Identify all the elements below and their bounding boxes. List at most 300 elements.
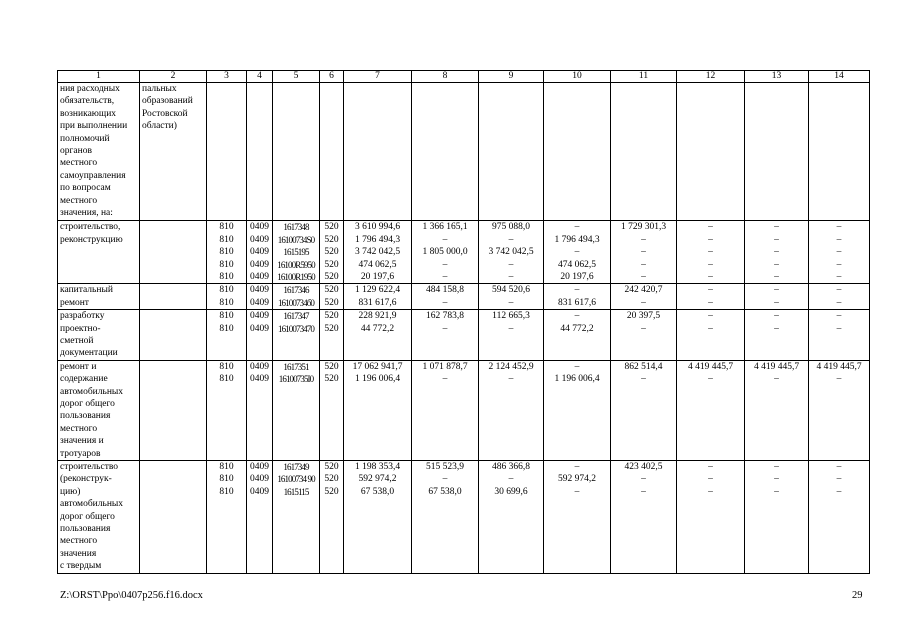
group-label-cell [58, 360, 140, 460]
value-line: 4 419 445,7 [753, 361, 800, 372]
value-line: 1 198 353,4 [354, 461, 401, 472]
value-line: – [442, 323, 448, 334]
empty-cell [320, 83, 344, 221]
value-cell [479, 284, 544, 310]
value-line: 0409 [250, 285, 269, 296]
value-line: – [774, 247, 779, 258]
text-line: сметной [60, 335, 94, 346]
value-cell [611, 360, 677, 460]
value-line: – [442, 271, 448, 282]
value-line: 16100734S0 [277, 234, 315, 245]
value-cell [809, 221, 870, 284]
value-line: – [574, 311, 580, 322]
value-line: – [708, 323, 713, 334]
value-line: – [574, 486, 580, 497]
value-line: 2 124 452,9 [488, 361, 534, 372]
value-line: – [508, 259, 514, 270]
value-line: – [641, 271, 646, 282]
empty-cell [611, 83, 677, 221]
budget-table [57, 70, 870, 574]
text-line: образований [142, 96, 193, 107]
text-line: разработку [60, 311, 105, 322]
value-line: 0409 [250, 311, 269, 322]
value-line: – [708, 222, 713, 233]
value-line: – [774, 474, 779, 485]
value-line: – [508, 323, 514, 334]
value-line: 228 921,9 [358, 311, 397, 322]
value-line: 831 617,6 [358, 297, 397, 308]
value-line: – [708, 486, 713, 497]
value-line: – [774, 271, 779, 282]
text-line: по вопросам [60, 183, 111, 194]
value-line: 594 520,6 [492, 285, 530, 296]
purpose-cell [58, 83, 140, 221]
value-line: – [442, 234, 448, 245]
value-cell [412, 460, 479, 573]
empty-cell [247, 83, 273, 221]
value-line: 1 796 494,3 [554, 234, 600, 245]
value-cell [677, 284, 745, 310]
value-line: – [508, 297, 514, 308]
value-line: 112 665,3 [492, 311, 530, 322]
value-line: – [774, 234, 779, 245]
value-line: 474 062,5 [358, 259, 397, 270]
column-number: 10 [544, 71, 611, 83]
value-line: 484 158,8 [426, 285, 464, 296]
value-line: – [836, 247, 842, 258]
value-line: 520 [324, 361, 339, 372]
value-line: 44 772,2 [560, 323, 594, 334]
budget-group-row [58, 310, 870, 361]
value-line: 520 [324, 247, 339, 258]
text-line: проектно- [60, 323, 101, 334]
value-line: – [442, 297, 448, 308]
value-line: 1 196 006,4 [354, 374, 401, 385]
value-cell [677, 460, 745, 573]
value-line: – [508, 234, 514, 245]
text-line: местного [60, 423, 98, 434]
value-line: – [836, 461, 842, 472]
value-cell [479, 310, 544, 361]
value-line: – [836, 222, 842, 233]
empty-cell [677, 83, 745, 221]
text-line: дорог общего [60, 511, 115, 522]
value-line: 0409 [250, 374, 269, 385]
value-line: 520 [324, 285, 339, 296]
value-line: – [836, 271, 842, 282]
intro-row [58, 83, 870, 221]
column-number: 1 [58, 71, 140, 83]
value-line: 242 420,7 [624, 285, 663, 296]
column-number: 2 [140, 71, 207, 83]
column-number: 7 [344, 71, 412, 83]
value-line: 486 366,8 [492, 461, 530, 472]
value-line: 520 [324, 234, 339, 245]
value-line: 1617348 [283, 222, 309, 233]
text-line: реконструкцию [60, 234, 123, 245]
value-cell [809, 360, 870, 460]
text-line: самоуправления [60, 170, 126, 181]
value-cell [273, 284, 320, 310]
value-line: 1 805 000,0 [422, 247, 468, 258]
value-line: 520 [324, 311, 339, 322]
value-cell [544, 360, 611, 460]
value-line: 520 [324, 323, 339, 334]
budget-group-row [58, 460, 870, 573]
value-line: – [708, 374, 713, 385]
value-cell [745, 284, 809, 310]
text-line: документации [60, 348, 118, 359]
empty-cell [412, 83, 479, 221]
value-cell [544, 460, 611, 573]
value-cell [273, 221, 320, 284]
value-line: 520 [324, 222, 339, 233]
value-cell [611, 284, 677, 310]
text-line: строительство [60, 461, 119, 472]
value-line: 810 [219, 247, 234, 258]
value-line: 3 742 042,5 [488, 247, 534, 258]
value-line: – [574, 247, 580, 258]
value-line: 1 071 878,7 [422, 361, 468, 372]
value-line: – [574, 285, 580, 296]
value-cell [745, 360, 809, 460]
text-line: обязательств, [60, 96, 115, 107]
value-line: – [641, 486, 646, 497]
value-line: 17 062 941,7 [352, 361, 403, 372]
value-line: – [708, 285, 713, 296]
text-line: значения и [60, 436, 104, 447]
text-line: содержание [60, 374, 108, 385]
text-line: значения [60, 548, 97, 559]
value-line: – [508, 474, 514, 485]
value-line: 0409 [250, 323, 269, 334]
text-line: при выполнении [60, 121, 128, 132]
value-line: – [836, 285, 842, 296]
value-cell [207, 221, 247, 284]
value-line: – [641, 323, 646, 334]
value-line: – [442, 374, 448, 385]
value-line: 520 [324, 461, 339, 472]
empty-cell [544, 83, 611, 221]
value-line: 1617347 [283, 311, 309, 322]
value-cell [273, 360, 320, 460]
value-cell [320, 221, 344, 284]
text-line: местного [60, 536, 98, 547]
value-line: – [708, 247, 713, 258]
text-line: (реконструк- [60, 474, 112, 485]
value-cell [479, 221, 544, 284]
value-cell [207, 284, 247, 310]
value-line: – [574, 222, 580, 233]
value-cell [344, 284, 412, 310]
value-line: – [708, 297, 713, 308]
value-line: 1617349 [283, 461, 309, 472]
column-number: 9 [479, 71, 544, 83]
empty-cell [140, 284, 207, 310]
value-line: 16100R5950 [277, 259, 315, 270]
value-line: 810 [219, 311, 234, 322]
value-line: 810 [219, 323, 234, 334]
value-line: 520 [324, 474, 339, 485]
column-number: 6 [320, 71, 344, 83]
value-cell [320, 310, 344, 361]
value-line: – [774, 285, 779, 296]
value-cell [247, 284, 273, 310]
page-number: 29 [852, 590, 863, 601]
value-cell [412, 284, 479, 310]
value-line: – [641, 297, 646, 308]
text-line: капитальный [60, 285, 113, 296]
value-line: 810 [219, 222, 234, 233]
value-line: 3 742 042,5 [354, 247, 401, 258]
budget-group-row [58, 360, 870, 460]
value-cell [247, 460, 273, 573]
empty-cell [140, 460, 207, 573]
value-line: 30 699,6 [494, 486, 528, 497]
value-cell [207, 360, 247, 460]
value-line: 1610073470 [277, 323, 314, 334]
value-line: 1617351 [283, 361, 309, 372]
text-line: полномочий [60, 133, 110, 144]
value-line: 831 617,6 [558, 297, 596, 308]
value-line: 810 [219, 285, 234, 296]
value-line: – [708, 259, 713, 270]
value-cell [611, 221, 677, 284]
value-line: 1 196 006,4 [554, 374, 600, 385]
value-line: – [508, 374, 514, 385]
group-label-cell [58, 221, 140, 284]
value-line: 0409 [250, 297, 269, 308]
column-number: 14 [809, 71, 870, 83]
value-line: 423 402,5 [624, 461, 663, 472]
value-line: 520 [324, 297, 339, 308]
value-line: – [641, 247, 646, 258]
value-line: – [836, 259, 842, 270]
text-line: значения, на: [60, 207, 113, 218]
text-line: автомобильных [60, 499, 124, 510]
value-line: 0409 [250, 486, 269, 497]
value-line: 16100734б0 [277, 297, 315, 308]
value-line: – [774, 486, 779, 497]
text-line: дорог общего [60, 398, 115, 409]
column-number: 13 [745, 71, 809, 83]
value-line: – [508, 271, 514, 282]
value-cell [479, 460, 544, 573]
text-line: органов [60, 145, 92, 156]
value-line: 520 [324, 271, 339, 282]
value-line: 975 088,0 [492, 222, 530, 233]
value-line: 520 [324, 374, 339, 385]
value-cell [611, 460, 677, 573]
text-line: местного [60, 158, 98, 169]
column-number: 5 [273, 71, 320, 83]
value-cell [412, 360, 479, 460]
column-number-row [58, 71, 870, 83]
value-line: 1 796 494,3 [354, 234, 401, 245]
column-number: 12 [677, 71, 745, 83]
empty-cell [479, 83, 544, 221]
value-line: 520 [324, 486, 339, 497]
value-cell [544, 284, 611, 310]
value-line: 810 [219, 361, 234, 372]
value-cell [320, 360, 344, 460]
value-cell [745, 221, 809, 284]
value-line: 1615115 [283, 486, 309, 497]
value-cell [247, 221, 273, 284]
value-line: 44 772,2 [360, 323, 395, 334]
value-cell [611, 310, 677, 361]
value-line: – [836, 234, 842, 245]
value-line: 4 419 445,7 [687, 361, 734, 372]
value-line: – [836, 297, 842, 308]
value-cell [207, 460, 247, 573]
text-line: пальных [142, 84, 177, 94]
text-line: пользования [60, 411, 111, 422]
value-line: 810 [219, 297, 234, 308]
value-cell [544, 310, 611, 361]
group-label-cell [58, 310, 140, 361]
text-line: с твердым [60, 561, 102, 572]
value-line: – [708, 461, 713, 472]
value-line: 0409 [250, 234, 269, 245]
value-line: 0409 [250, 271, 269, 282]
column-number: 3 [207, 71, 247, 83]
text-line: ремонт [60, 297, 89, 308]
value-line: 474 062,5 [558, 259, 596, 270]
value-line: – [574, 461, 580, 472]
document-path: Z:\ORST\Ppo\0407p256.f16.docx [60, 590, 203, 601]
value-line: – [641, 259, 646, 270]
value-line: – [641, 474, 646, 485]
text-line: тротуаров [60, 448, 101, 459]
value-line: 162 783,8 [426, 311, 464, 322]
value-line: – [708, 311, 713, 322]
value-line: – [836, 374, 842, 385]
column-number: 11 [611, 71, 677, 83]
value-line: 3 610 994,6 [354, 222, 401, 233]
text-line: области) [142, 121, 177, 132]
value-cell [479, 360, 544, 460]
value-cell [745, 460, 809, 573]
value-cell [344, 221, 412, 284]
value-line: 810 [219, 486, 234, 497]
text-line: возникающих [60, 108, 117, 119]
value-cell [273, 460, 320, 573]
value-line: – [774, 259, 779, 270]
value-line: 16100R1950 [277, 271, 315, 282]
value-cell [247, 310, 273, 361]
empty-cell [207, 83, 247, 221]
value-cell [809, 460, 870, 573]
value-line: – [708, 234, 713, 245]
value-line: 0409 [250, 259, 269, 270]
value-cell [344, 360, 412, 460]
value-cell [412, 310, 479, 361]
column-number: 4 [247, 71, 273, 83]
value-cell [677, 221, 745, 284]
value-line: 810 [219, 461, 234, 472]
value-cell [320, 460, 344, 573]
value-line: 810 [219, 374, 234, 385]
value-line: – [774, 374, 779, 385]
value-cell [207, 310, 247, 361]
empty-cell [140, 221, 207, 284]
empty-cell [273, 83, 320, 221]
value-line: 67 538,0 [360, 486, 395, 497]
text-line: строительство, [60, 222, 121, 233]
value-line: – [836, 486, 842, 497]
group-label-cell [58, 284, 140, 310]
text-line: цию) [60, 486, 81, 497]
value-cell [412, 221, 479, 284]
value-line: – [641, 234, 646, 245]
value-line: 862 514,4 [624, 361, 663, 372]
empty-cell [344, 83, 412, 221]
value-line: 810 [219, 234, 234, 245]
value-line: – [442, 474, 448, 485]
text-line: пользования [60, 523, 111, 534]
group-label-cell [58, 460, 140, 573]
value-line: 16100734 90 [277, 474, 315, 485]
value-line: – [774, 222, 779, 233]
value-line: 810 [219, 474, 234, 485]
value-cell [677, 360, 745, 460]
value-line: – [836, 311, 842, 322]
value-cell [247, 360, 273, 460]
value-line: 20 397,5 [626, 311, 661, 322]
value-cell [809, 310, 870, 361]
text-line: ния расходных [60, 84, 120, 94]
value-line: – [708, 271, 713, 282]
value-cell [544, 221, 611, 284]
budget-group-row [58, 284, 870, 310]
text-line: автомобильных [60, 386, 124, 397]
value-cell [809, 284, 870, 310]
value-line: 0409 [250, 361, 269, 372]
value-line: 810 [219, 259, 234, 270]
value-line: 515 523,9 [426, 461, 464, 472]
empty-cell [809, 83, 870, 221]
text-line: ремонт и [60, 361, 97, 372]
value-cell [273, 310, 320, 361]
value-line: 16100735I0 [278, 374, 314, 385]
value-line: 4 419 445,7 [816, 361, 862, 372]
value-line: 20 197,6 [360, 271, 395, 282]
column-number: 8 [412, 71, 479, 83]
value-line: – [442, 259, 448, 270]
value-line: 592 974,2 [558, 474, 596, 485]
value-line: – [774, 311, 779, 322]
empty-cell [140, 360, 207, 460]
value-line: 1615195 [283, 247, 309, 258]
text-line: Ростовской [142, 108, 188, 119]
value-line: – [774, 297, 779, 308]
value-line: 0409 [250, 247, 269, 258]
value-line: 520 [324, 259, 339, 270]
value-line: – [774, 461, 779, 472]
value-line: 592 974,2 [358, 474, 397, 485]
value-line: 20 197,6 [560, 271, 594, 282]
value-line: 1 129 622,4 [354, 285, 401, 296]
value-cell [745, 310, 809, 361]
budget-group-row [58, 221, 870, 284]
text-line: местного [60, 195, 98, 206]
value-line: 67 538,0 [428, 486, 462, 497]
value-cell [320, 284, 344, 310]
value-line: 1 729 301,3 [620, 222, 667, 233]
value-cell [344, 460, 412, 573]
value-line: 0409 [250, 461, 269, 472]
